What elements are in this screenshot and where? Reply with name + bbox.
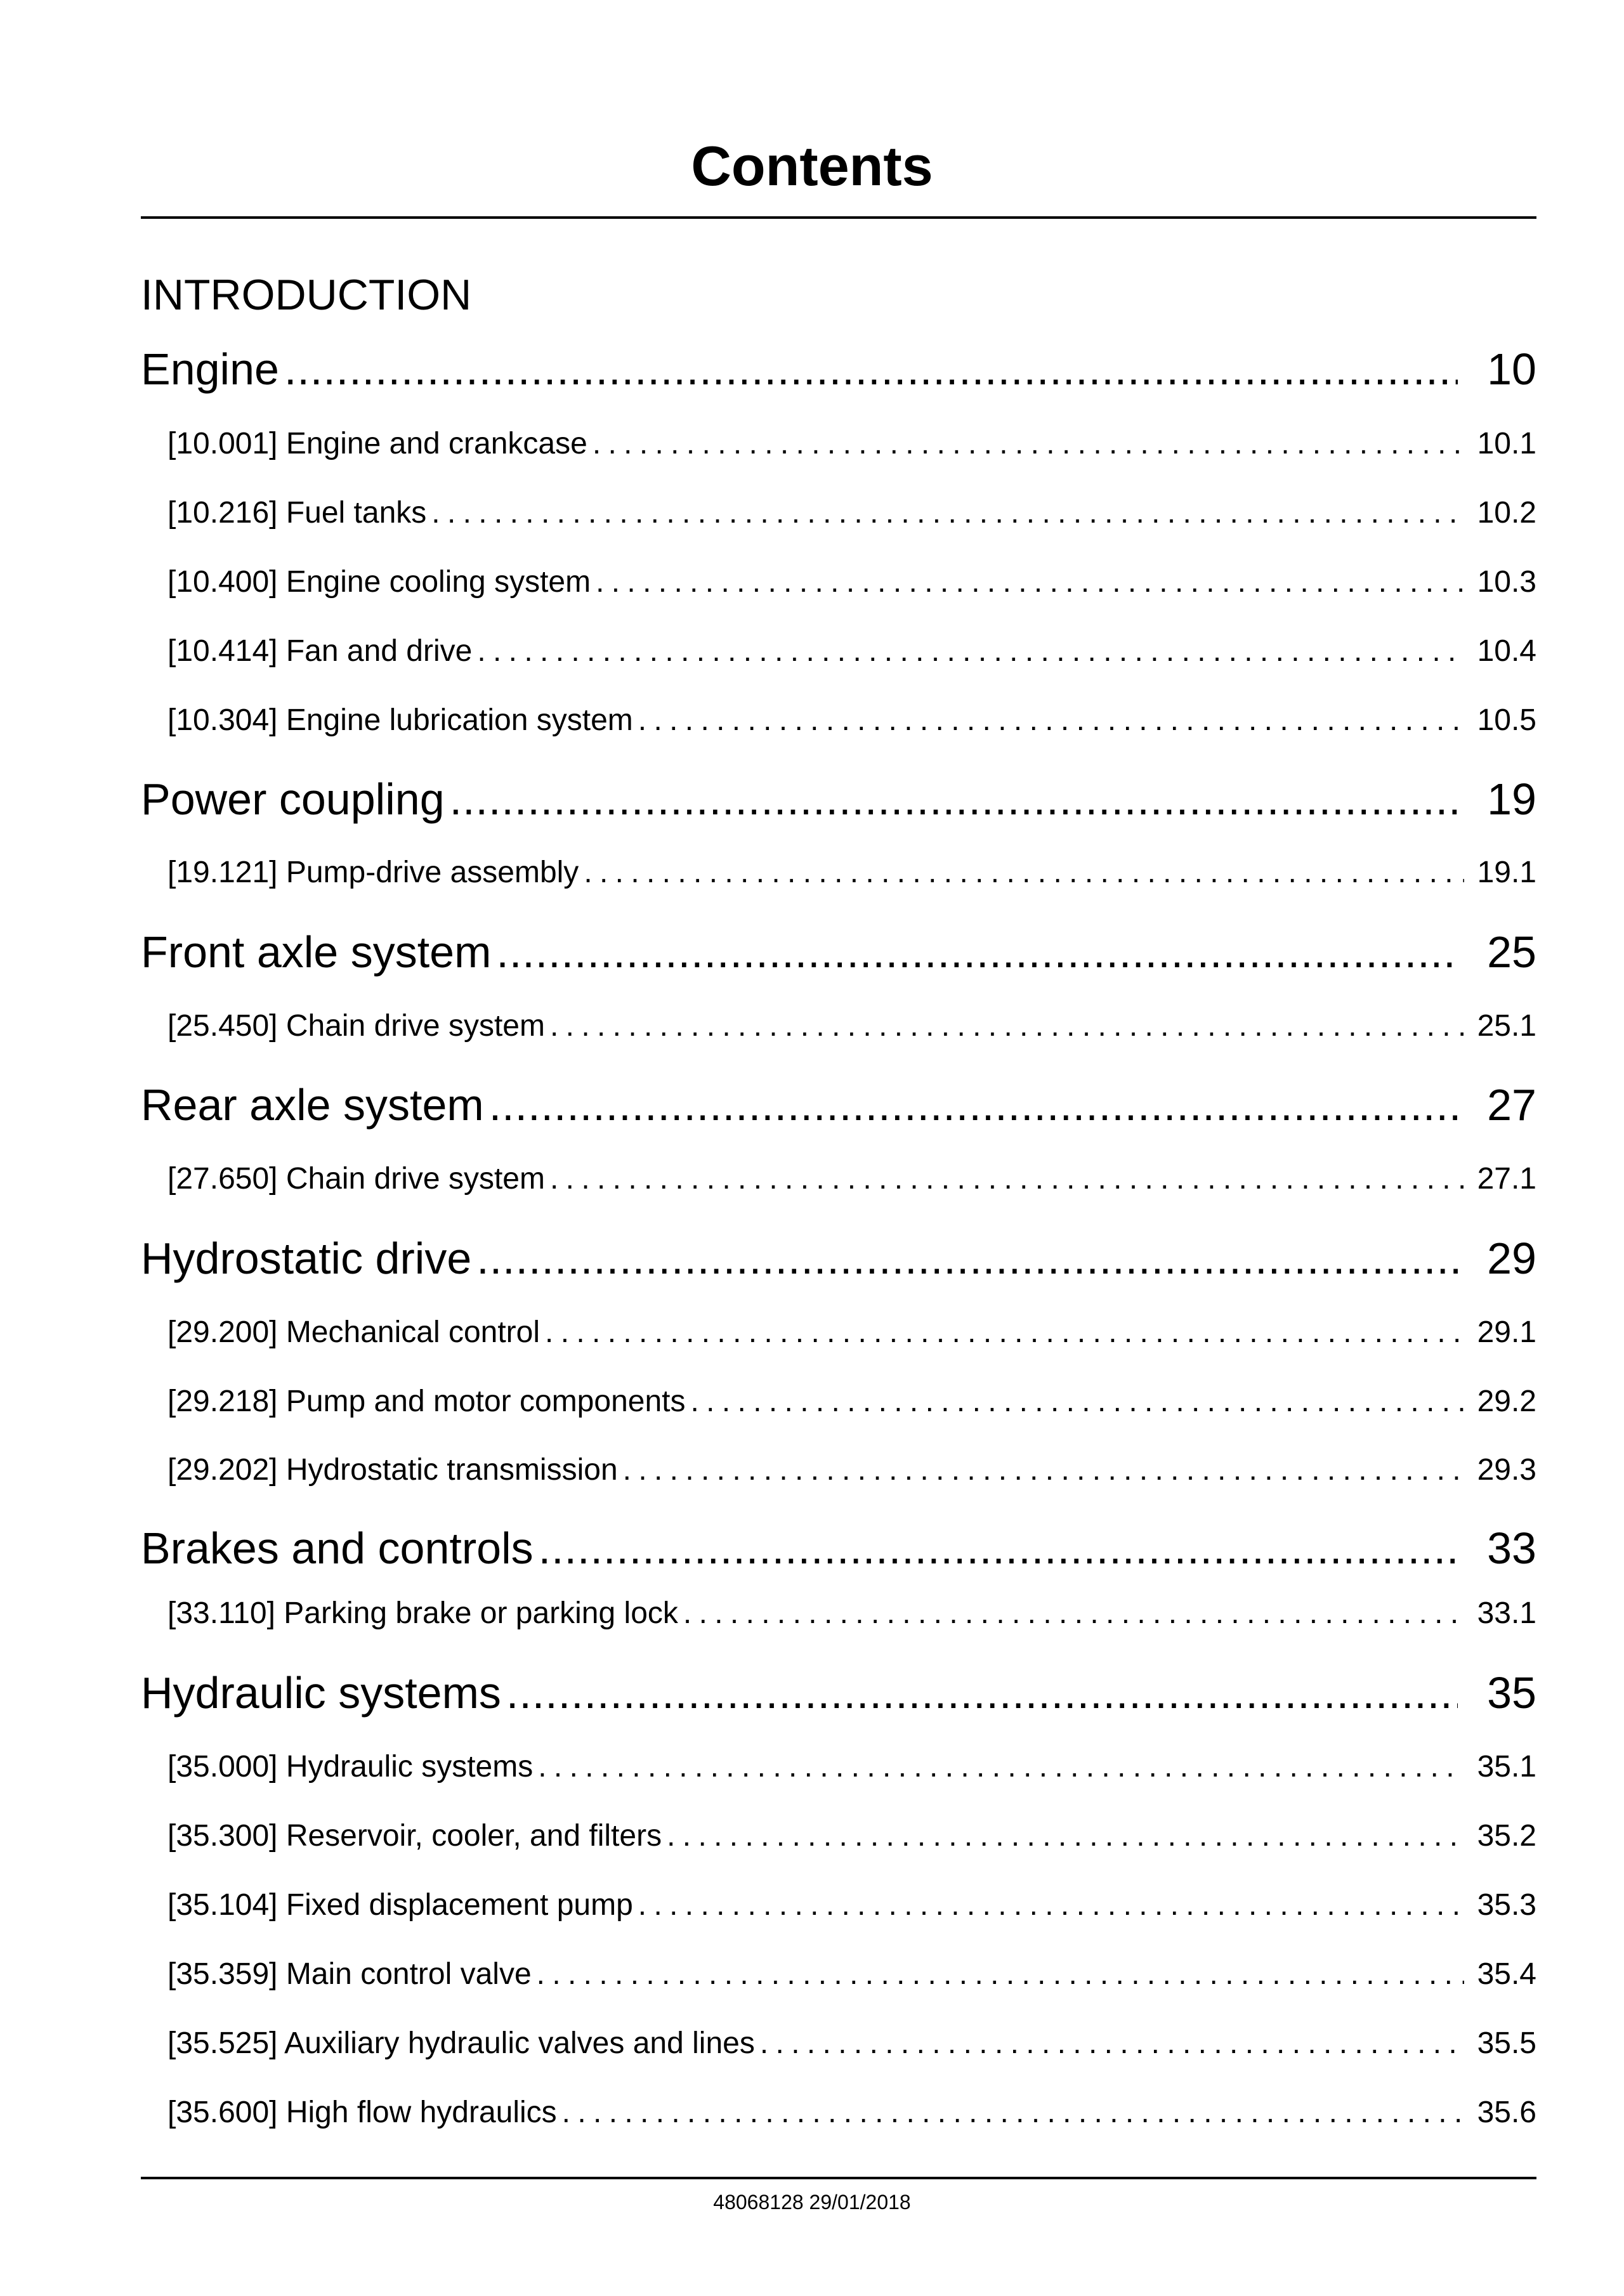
dot-leader: [623, 1450, 1464, 1490]
toc-section[interactable]: [141, 1816, 1536, 1856]
page-number: 35.6: [1477, 2096, 1536, 2129]
page-number: 29.2: [1477, 1385, 1536, 1418]
dot-leader: [431, 493, 1464, 533]
page-number: 25.1: [1477, 1009, 1536, 1043]
page-number: 10: [1487, 344, 1536, 394]
page-number: 35.5: [1477, 2026, 1536, 2060]
toc-section[interactable]: [141, 562, 1536, 603]
page-number: 19: [1487, 774, 1536, 824]
dot-leader: [539, 1520, 1458, 1577]
section-title: [10.001] Engine and crankcase: [167, 427, 587, 460]
page-number: 35: [1487, 1668, 1536, 1718]
page-number: 25: [1487, 927, 1536, 977]
chapter-title: Rear axle system: [141, 1080, 484, 1130]
toc-chapter-front-axle-system[interactable]: [141, 923, 1536, 981]
toc-section[interactable]: [141, 1747, 1536, 1787]
page-number: 33: [1487, 1523, 1536, 1573]
title-divider: [141, 216, 1536, 219]
dot-leader: [545, 1312, 1464, 1353]
section-title: [10.216] Fuel tanks: [167, 496, 427, 530]
toc-chapter-brakes-and-controls[interactable]: [141, 1520, 1536, 1577]
toc-section[interactable]: [141, 1450, 1536, 1490]
dot-leader: [477, 631, 1464, 672]
page-number: 19.1: [1477, 856, 1536, 889]
dot-leader: [638, 700, 1464, 741]
toc-section[interactable]: [141, 1954, 1536, 1995]
dot-leader: [691, 1381, 1465, 1422]
section-title: [10.400] Engine cooling system: [167, 565, 591, 599]
toc-section[interactable]: [141, 2092, 1536, 2133]
dot-leader: [596, 562, 1464, 603]
page-number: 27.1: [1477, 1162, 1536, 1196]
dot-leader: [550, 1006, 1464, 1047]
dot-leader: [538, 1747, 1464, 1787]
page-number: 33.1: [1477, 1596, 1536, 1630]
toc-section[interactable]: [141, 1885, 1536, 1926]
page-number: 10.4: [1477, 634, 1536, 668]
page-number: 10.2: [1477, 496, 1536, 530]
dot-leader: [562, 2092, 1464, 2133]
chapter-title: Hydraulic systems: [141, 1668, 501, 1718]
toc-section[interactable]: [141, 700, 1536, 741]
dot-leader: [506, 1664, 1458, 1721]
section-title: [29.200] Mechanical control: [167, 1315, 540, 1349]
page-number: 29: [1487, 1234, 1536, 1283]
toc-section[interactable]: [141, 1006, 1536, 1047]
section-title: [35.600] High flow hydraulics: [167, 2096, 557, 2129]
section-title: [29.218] Pump and motor components: [167, 1385, 686, 1418]
section-title: [29.202] Hydrostatic transmission: [167, 1453, 618, 1487]
toc-chapter-rear-axle-system[interactable]: [141, 1076, 1536, 1133]
chapter-title: Engine: [141, 344, 279, 394]
dot-leader: [537, 1954, 1464, 1995]
toc-section[interactable]: [141, 424, 1536, 464]
chapter-title: Hydrostatic drive: [141, 1234, 472, 1283]
section-title: [35.359] Main control valve: [167, 1957, 532, 1991]
toc-chapter-engine[interactable]: [141, 341, 1536, 398]
dot-leader: [667, 1816, 1464, 1856]
dot-leader: [584, 852, 1464, 893]
section-title: [27.650] Chain drive system: [167, 1162, 545, 1196]
dot-leader: [284, 341, 1458, 398]
section-title: [10.304] Engine lubrication system: [167, 703, 633, 737]
dot-leader: [550, 1159, 1464, 1199]
page-number: 35.4: [1477, 1957, 1536, 1991]
page-number: 35.2: [1477, 1819, 1536, 1853]
section-title: [25.450] Chain drive system: [167, 1009, 545, 1043]
footer-divider: [141, 2177, 1536, 2179]
dot-leader: [760, 2023, 1464, 2064]
page-number: 10.1: [1477, 427, 1536, 460]
page-number: 10.5: [1477, 703, 1536, 737]
section-title: [35.525] Auxiliary hydraulic valves and lines: [167, 2026, 755, 2060]
page-number: 29.1: [1477, 1315, 1536, 1349]
page-title: Contents: [691, 134, 933, 197]
dot-leader: [450, 771, 1458, 828]
dot-leader: [638, 1885, 1464, 1926]
dot-leader: [489, 1076, 1458, 1133]
toc-section[interactable]: [141, 1159, 1536, 1199]
section-title: [35.000] Hydraulic systems: [167, 1750, 534, 1784]
toc-section[interactable]: [141, 852, 1536, 893]
toc-section[interactable]: [141, 631, 1536, 672]
page-number: 10.3: [1477, 565, 1536, 599]
toc-section[interactable]: [141, 1381, 1536, 1422]
toc-section[interactable]: [141, 2023, 1536, 2064]
document-footer: 48068128 29/01/2018: [713, 2191, 911, 2214]
toc-section[interactable]: [141, 493, 1536, 533]
page-number: 29.3: [1477, 1453, 1536, 1487]
section-title: [33.110] Parking brake or parking lock: [167, 1596, 678, 1630]
section-title: [19.121] Pump-drive assembly: [167, 856, 579, 889]
introduction-heading[interactable]: INTRODUCTION: [141, 271, 472, 319]
dot-leader: [476, 1230, 1458, 1287]
dot-leader: [683, 1593, 1464, 1634]
chapter-title: Brakes and controls: [141, 1523, 534, 1573]
toc-chapter-power-coupling[interactable]: [141, 771, 1536, 828]
page-number: 27: [1487, 1080, 1536, 1130]
section-title: [35.104] Fixed displacement pump: [167, 1888, 633, 1922]
toc-chapter-hydrostatic-drive[interactable]: [141, 1230, 1536, 1287]
page-number: 35.1: [1477, 1750, 1536, 1784]
toc-chapter-hydraulic-systems[interactable]: [141, 1664, 1536, 1721]
section-title: [10.414] Fan and drive: [167, 634, 473, 668]
chapter-title: Front axle system: [141, 927, 492, 977]
chapter-title: Power coupling: [141, 774, 445, 824]
toc-section[interactable]: [141, 1312, 1536, 1353]
dot-leader: [593, 424, 1464, 464]
dot-leader: [496, 923, 1458, 981]
section-title: [35.300] Reservoir, cooler, and filters: [167, 1819, 662, 1853]
page-number: 35.3: [1477, 1888, 1536, 1922]
toc-section[interactable]: [141, 1593, 1536, 1634]
